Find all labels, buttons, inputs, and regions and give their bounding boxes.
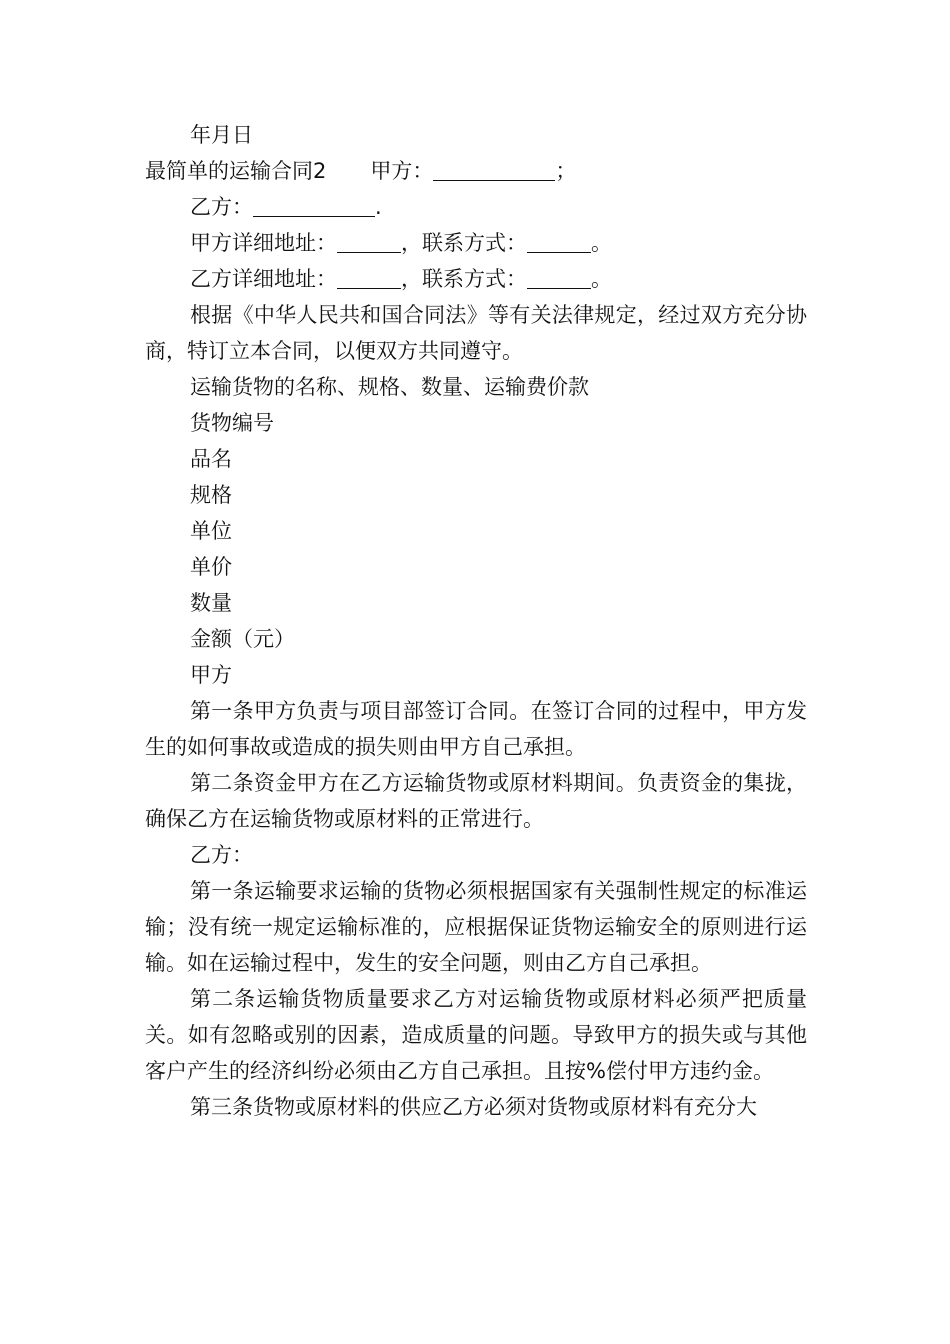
goods-field: 品名: [190, 447, 232, 471]
party-a-section-heading: 甲方: [190, 663, 232, 687]
goods-field: 规格: [190, 483, 232, 507]
party-b-blank: [253, 194, 375, 217]
party-a-contact-blank: [527, 230, 591, 253]
party-a-address-blank: [337, 230, 401, 253]
party-a-clause: 第二条资金甲方在乙方运输货物或原材料期间。负责资金的集拢，确保乙方在运输货物或原材料的正常进行。: [145, 771, 807, 831]
party-a-address-line: 甲方详细地址： ，联系方式： 。: [190, 231, 612, 255]
party-a-blank: [433, 158, 555, 181]
party-a-label: 甲方：: [370, 159, 434, 183]
document-body: [145, 117, 807, 1125]
party-b-address-blank: [337, 266, 401, 289]
goods-field: 单价: [190, 555, 232, 579]
party-b-clause: 第二条运输货物质量要求乙方对运输货物或原材料必须严把质量关。如有忽略或别的因素，造成质量的问题。导致甲方的损失或与其他客户产生的经济纠纷必须由乙方自己承担。且按%偿付甲方违约金。: [145, 987, 807, 1083]
party-b-label: 乙方：: [190, 195, 253, 219]
title-line: 最简单的运输合同2 甲方： ；: [145, 159, 577, 183]
goods-field: 货物编号: [190, 411, 274, 435]
contract-title: 最简单的运输合同2: [145, 159, 327, 183]
party-b-contact-blank: [527, 266, 591, 289]
goods-field: 数量: [190, 591, 232, 615]
goods-field: 金额（元）: [190, 627, 295, 651]
party-b-section-heading: 乙方：: [190, 843, 253, 867]
date-line: 年月日: [190, 123, 253, 147]
intro-paragraph: 根据《中华人民共和国合同法》等有关法律规定，经过双方充分协商，特订立本合同，以便双方共同遵守。: [145, 303, 807, 363]
party-b-line: 乙方： .: [190, 195, 382, 219]
goods-field: 单位: [190, 519, 232, 543]
party-b-address-line: 乙方详细地址： ，联系方式： 。: [190, 267, 612, 291]
party-a-clause: 第一条甲方负责与项目部签订合同。在签订合同的过程中，甲方发生的如何事故或造成的损失则由甲方自己承担。: [145, 699, 807, 759]
goods-heading: 运输货物的名称、规格、数量、运输费价款: [190, 375, 589, 399]
party-b-clause: 第三条货物或原材料的供应乙方必须对货物或原材料有充分大: [190, 1095, 757, 1119]
party-b-clause: 第一条运输要求运输的货物必须根据国家有关强制性规定的标准运输；没有统一规定运输标准的，应根据保证货物运输安全的原则进行运输。如在运输过程中，发生的安全问题，则由乙方自己承担。: [145, 879, 807, 975]
